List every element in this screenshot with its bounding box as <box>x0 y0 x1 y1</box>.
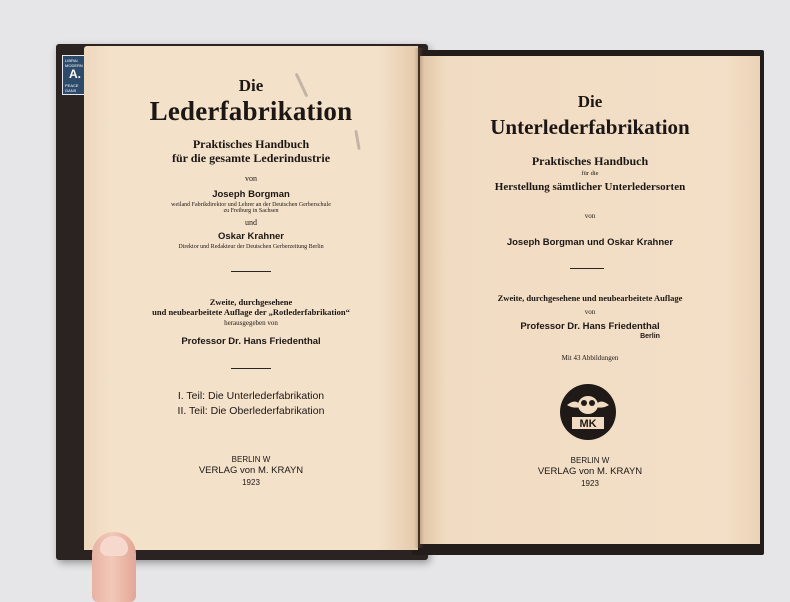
right-editor: Professor Dr. Hans Friedenthal <box>520 321 660 332</box>
left-publisher: VERLAG von M. KRAYN <box>198 465 304 476</box>
left-author-1-note: weiland Fabrikdirektor und Lehrer an der Deutschen Gerberschule <box>171 202 331 208</box>
right-fuer-die: für die <box>581 170 599 177</box>
left-subtitle-1: Praktisches Handbuch <box>192 137 310 151</box>
right-illustrations: Mit 43 Abbildungen <box>561 354 619 362</box>
divider <box>231 271 271 272</box>
sticker-line: GANS <box>65 88 77 93</box>
logo-letters: MK <box>579 418 597 430</box>
right-title: Unterlederfabrikation <box>490 115 690 139</box>
left-die: Die <box>238 76 264 95</box>
left-von: von <box>245 174 257 183</box>
right-city: BERLIN W <box>570 456 610 465</box>
right-subtitle-2: Herstellung sämtlicher Unterledersorten <box>494 181 686 193</box>
right-publisher: VERLAG von M. KRAYN <box>537 466 643 477</box>
right-year: 1923 <box>581 479 599 488</box>
left-year: 1923 <box>242 478 260 487</box>
sticker-big-letter: A. <box>69 67 81 81</box>
divider <box>570 268 604 269</box>
sticker-line: PEACE <box>65 83 79 88</box>
divider <box>231 368 271 369</box>
right-von-2: von <box>584 308 596 316</box>
left-part-1: I. Teil: Die Unterlederfabrikation <box>177 390 325 402</box>
left-part-2: II. Teil: Die Oberlederfabrikation <box>177 405 325 417</box>
sticker-line: LIBRAI <box>65 58 78 63</box>
left-title: Lederfabrikation <box>149 96 353 126</box>
left-edition-2: und neubearbeitete Auflage der „Rotlederfabrikation“ <box>152 307 350 317</box>
right-von: von <box>584 212 596 220</box>
right-die: Die <box>577 92 603 111</box>
left-author-1: Joseph Borgman <box>212 189 290 200</box>
fingernail <box>100 536 128 556</box>
sticker-line: MODERN <box>65 63 83 68</box>
right-authors: Joseph Borgman und Oskar Krahner <box>506 237 674 248</box>
left-und: und <box>245 218 257 227</box>
left-edition-1: Zweite, durchgesehene <box>209 297 293 307</box>
left-author-2: Oskar Krahner <box>217 231 284 242</box>
left-herausgegeben: herausgegeben von <box>224 319 278 327</box>
left-author-2-note: Direktor und Redakteur der Deutschen Gerberzeitung Berlin <box>178 244 324 250</box>
left-subtitle-2: für die gesamte Lederindustrie <box>171 151 331 165</box>
right-subtitle-1: Praktisches Handbuch <box>531 154 649 168</box>
left-editor: Professor Dr. Hans Friedenthal <box>181 336 321 347</box>
publisher-owl-logo-icon <box>559 383 617 441</box>
right-editor-city: Berlin <box>640 333 660 340</box>
left-city: BERLIN W <box>231 455 271 464</box>
right-edition: Zweite, durchgesehene und neubearbeitete Auflage <box>497 293 683 303</box>
left-author-1-note: zu Freiburg in Sachsen <box>223 208 279 214</box>
